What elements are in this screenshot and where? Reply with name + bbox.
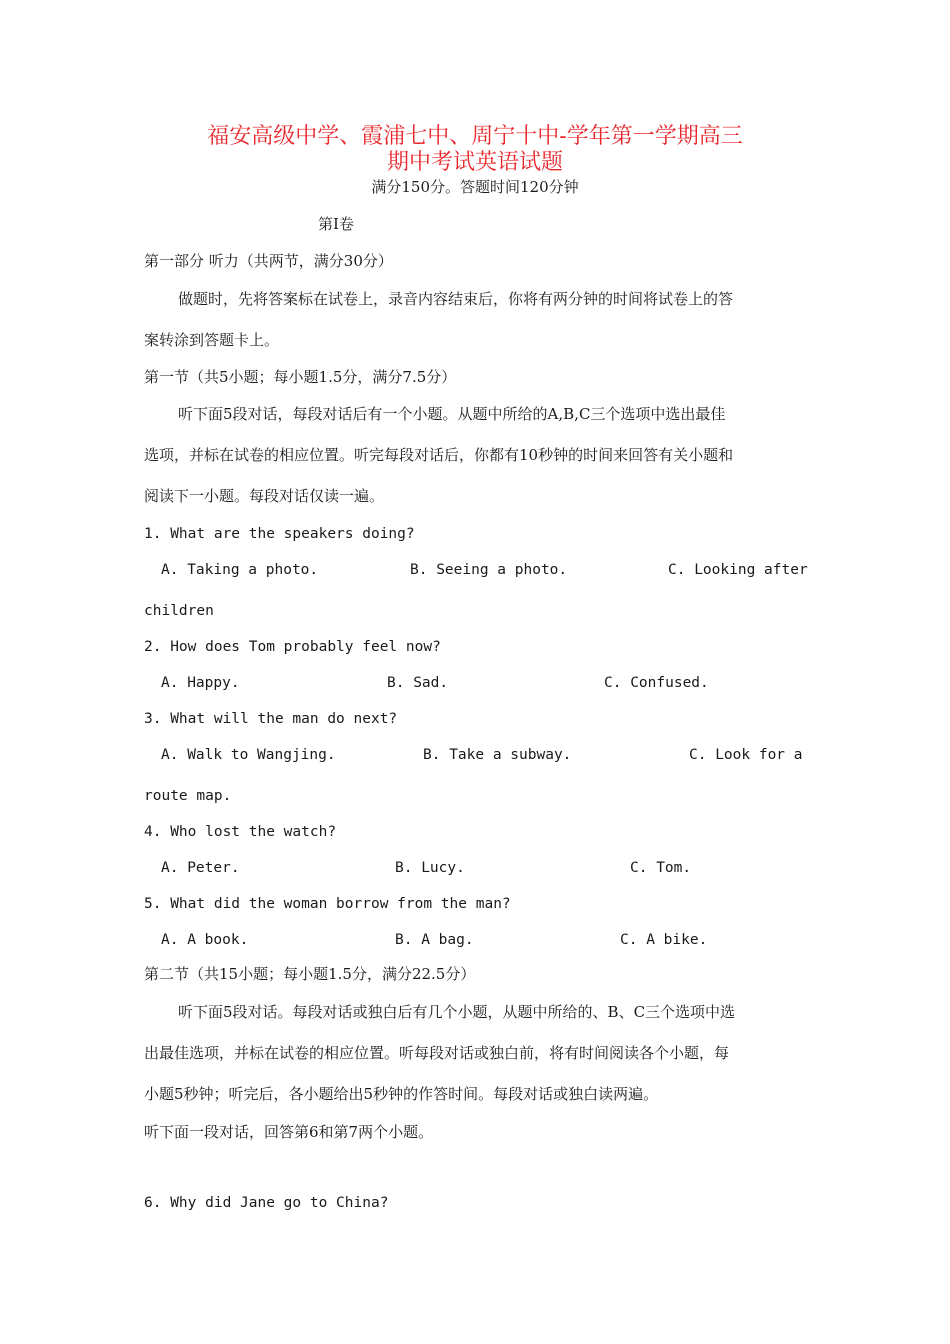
- question-3-option-b: B. Take a subway.: [423, 747, 572, 763]
- question-1-option-c: C. Looking after: [668, 562, 808, 578]
- question-3-option-a: A. Walk to Wangjing.: [161, 747, 336, 763]
- question-4-stem: 4. Who lost the watch?: [144, 824, 337, 840]
- section2-intro-line1: 听下面5段对话。每段对话或独白后有几个小题，从题中所给的、B、C三个选项中选: [178, 1003, 736, 1021]
- section1-heading: 第一节（共5小题；每小题1.5分，满分7.5分）: [144, 368, 457, 386]
- question-5-stem: 5. What did the woman borrow from the man?: [144, 896, 511, 912]
- question-1-option-a: A. Taking a photo.: [161, 562, 319, 578]
- section1-intro-line2: 选项，并标在试卷的相应位置。听完每段对话后，你都有10秒钟的时间来回答有关小题和: [144, 446, 734, 464]
- part1-intro-line2: 案转涂到答题卡上。: [144, 331, 280, 349]
- question-5-option-c: C. A bike.: [620, 932, 708, 948]
- question-2-option-a: A. Happy.: [161, 675, 240, 691]
- question-1-stem: 1. What are the speakers doing?: [144, 526, 415, 542]
- section1-intro-line3: 阅读下一小题。每段对话仅读一遍。: [144, 487, 385, 505]
- question-2-stem: 2. How does Tom probably feel now?: [144, 639, 441, 655]
- question-4-option-a: A. Peter.: [161, 860, 240, 876]
- part1-intro-line1: 做题时，先将答案标在试卷上，录音内容结束后，你将有两分钟的时间将试卷上的答: [178, 290, 734, 308]
- section2-intro-line3: 小题5秒钟；听完后，各小题给出5秒钟的作答时间。每段对话或独白读两遍。: [144, 1085, 659, 1103]
- question-2-option-c: C. Confused.: [604, 675, 709, 691]
- question-5-option-a: A. A book.: [161, 932, 249, 948]
- question-2-option-b: B. Sad.: [387, 675, 449, 691]
- question-1-option-c-wrap: children: [144, 603, 214, 619]
- section2-group-intro: 听下面一段对话，回答第6和第7两个小题。: [144, 1123, 434, 1141]
- question-4-option-c: C. Tom.: [630, 860, 692, 876]
- exam-subtitle: 满分150分。答题时间120分钟: [371, 178, 579, 196]
- question-5-option-b: B. A bag.: [395, 932, 474, 948]
- question-3-option-c: C. Look for a: [689, 747, 803, 763]
- question-6-stem: 6. Why did Jane go to China?: [144, 1195, 389, 1211]
- part1-heading: 第一部分 听力（共两节，满分30分）: [144, 252, 393, 270]
- question-3-stem: 3. What will the man do next?: [144, 711, 398, 727]
- question-1-option-b: B. Seeing a photo.: [410, 562, 568, 578]
- section2-intro-line2: 出最佳选项，并标在试卷的相应位置。听每段对话或独白前，将有时间阅读各个小题，每: [144, 1044, 730, 1062]
- section2-heading: 第二节（共15小题；每小题1.5分，满分22.5分）: [144, 965, 476, 983]
- exam-title-line2: 期中考试英语试题: [386, 150, 563, 175]
- question-4-option-b: B. Lucy.: [395, 860, 465, 876]
- exam-title-line1: 福安高级中学、霞浦七中、周宁十中-学年第一学期高三: [207, 124, 743, 149]
- volume-heading: 第Ⅰ卷: [318, 215, 354, 233]
- question-3-option-c-wrap: route map.: [144, 788, 232, 804]
- section1-intro-line1: 听下面5段对话，每段对话后有一个小题。从题中所给的A,B,C三个选项中选出最佳: [178, 405, 726, 423]
